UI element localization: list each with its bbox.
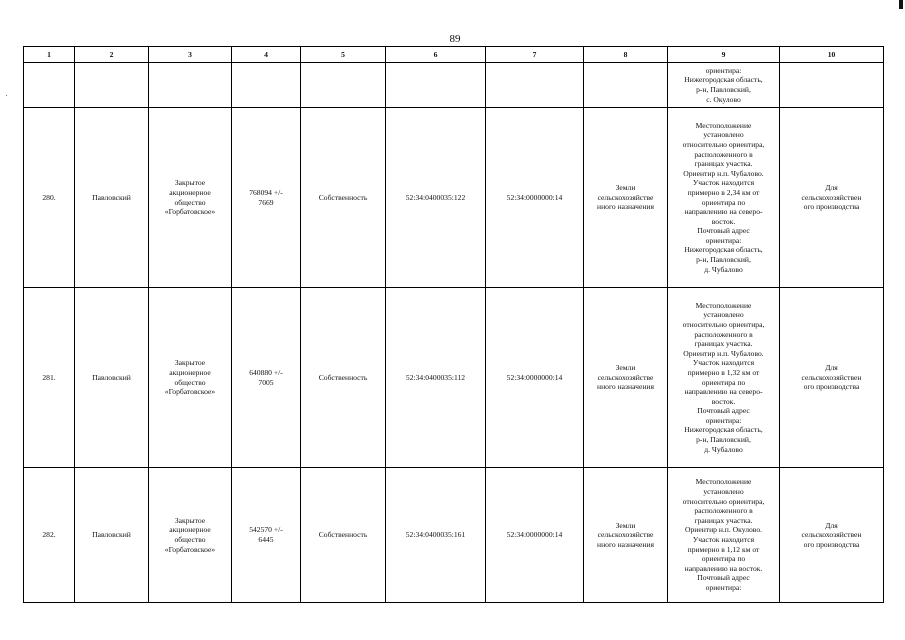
location-cell: ориентира: Нижегородская область, р-н, Павловский, с. Окулово: [668, 63, 780, 108]
column-header: 2: [75, 47, 149, 63]
owner-cell: Закрытое акционерное общество «Горбатовское»: [149, 468, 232, 603]
permitted-use-cell: Для сельскохозяйствен ого производства: [780, 468, 884, 603]
cadastral-number-cell: 52:34:0400035:122: [386, 108, 486, 288]
parent-cadastral-cell: 52:34:0000000:14: [486, 108, 584, 288]
scan-speck: [6, 95, 7, 96]
permitted-use-cell: Для сельскохозяйствен ого производства: [780, 288, 884, 468]
right-type-cell: Собственность: [301, 108, 386, 288]
owner-cell: [149, 63, 232, 108]
area-cell: [232, 63, 301, 108]
column-number-row: [24, 47, 884, 63]
right-type-cell: Собственность: [301, 468, 386, 603]
location-cell: Местоположение установлено относительно ориентира, расположенного в границах участка. Ориентир н.п. Чубалово. Участок находится примерно в 2,34 км от ориентира по направлению на северо- восток. Почтовый адрес ориентира: Нижегородская область, р-н, Павловский, д. Чубалово: [668, 108, 780, 288]
row-number-cell: 281.: [24, 288, 75, 468]
district-cell: Павловский: [75, 288, 149, 468]
land-category-cell: Земли сельскохозяйстве нного назначения: [584, 108, 668, 288]
owner-cell: Закрытое акционерное общество «Горбатовское»: [149, 108, 232, 288]
area-cell: 640880 +/- 7005: [232, 288, 301, 468]
cadastral-number-cell: 52:34:0400035:112: [386, 288, 486, 468]
table-row: [24, 108, 884, 288]
land-registry-table: [23, 46, 884, 603]
right-type-cell: [301, 63, 386, 108]
corner-scan-mark: [899, 0, 903, 9]
row-number-cell: [24, 63, 75, 108]
right-type-cell: Собственность: [301, 288, 386, 468]
table-row: [24, 468, 884, 603]
land-category-cell: Земли сельскохозяйстве нного назначения: [584, 468, 668, 603]
column-header: 4: [232, 47, 301, 63]
column-header: 1: [24, 47, 75, 63]
column-header: 9: [668, 47, 780, 63]
table-row: [24, 288, 884, 468]
parent-cadastral-cell: [486, 63, 584, 108]
land-category-cell: Земли сельскохозяйстве нного назначения: [584, 288, 668, 468]
parent-cadastral-cell: 52:34:0000000:14: [486, 468, 584, 603]
area-cell: 768094 +/- 7669: [232, 108, 301, 288]
parent-cadastral-cell: 52:34:0000000:14: [486, 288, 584, 468]
column-header: 3: [149, 47, 232, 63]
district-cell: Павловский: [75, 108, 149, 288]
table-row-continuation: [24, 63, 884, 108]
column-header: 10: [780, 47, 884, 63]
column-header: 8: [584, 47, 668, 63]
column-header: 6: [386, 47, 486, 63]
row-number-cell: 282.: [24, 468, 75, 603]
area-cell: 542570 +/- 6445: [232, 468, 301, 603]
column-header: 5: [301, 47, 386, 63]
location-cell: Местоположение установлено относительно ориентира, расположенного в границах участка. Ориентир н.п. Чубалово. Участок находится примерно в 1,32 км от ориентира по направлению на северо- восток. Почтовый адрес ориентира: Нижегородская область, р-н, Павловский, д. Чубалово: [668, 288, 780, 468]
permitted-use-cell: Для сельскохозяйствен ого производства: [780, 108, 884, 288]
page-number: 89: [449, 33, 461, 45]
district-cell: Павловский: [75, 468, 149, 603]
cadastral-number-cell: [386, 63, 486, 108]
column-header: 7: [486, 47, 584, 63]
location-cell: Местоположение установлено относительно ориентира, расположенного в границах участка. Ориентир н.п. Окулово. Участок находится примерно в 1,12 км от ориентира по направлению на восток. Почтовый адрес ориентира:: [668, 468, 780, 603]
cadastral-number-cell: 52:34:0400035:161: [386, 468, 486, 603]
row-number-cell: 280.: [24, 108, 75, 288]
owner-cell: Закрытое акционерное общество «Горбатовское»: [149, 288, 232, 468]
district-cell: [75, 63, 149, 108]
land-category-cell: [584, 63, 668, 108]
permitted-use-cell: [780, 63, 884, 108]
